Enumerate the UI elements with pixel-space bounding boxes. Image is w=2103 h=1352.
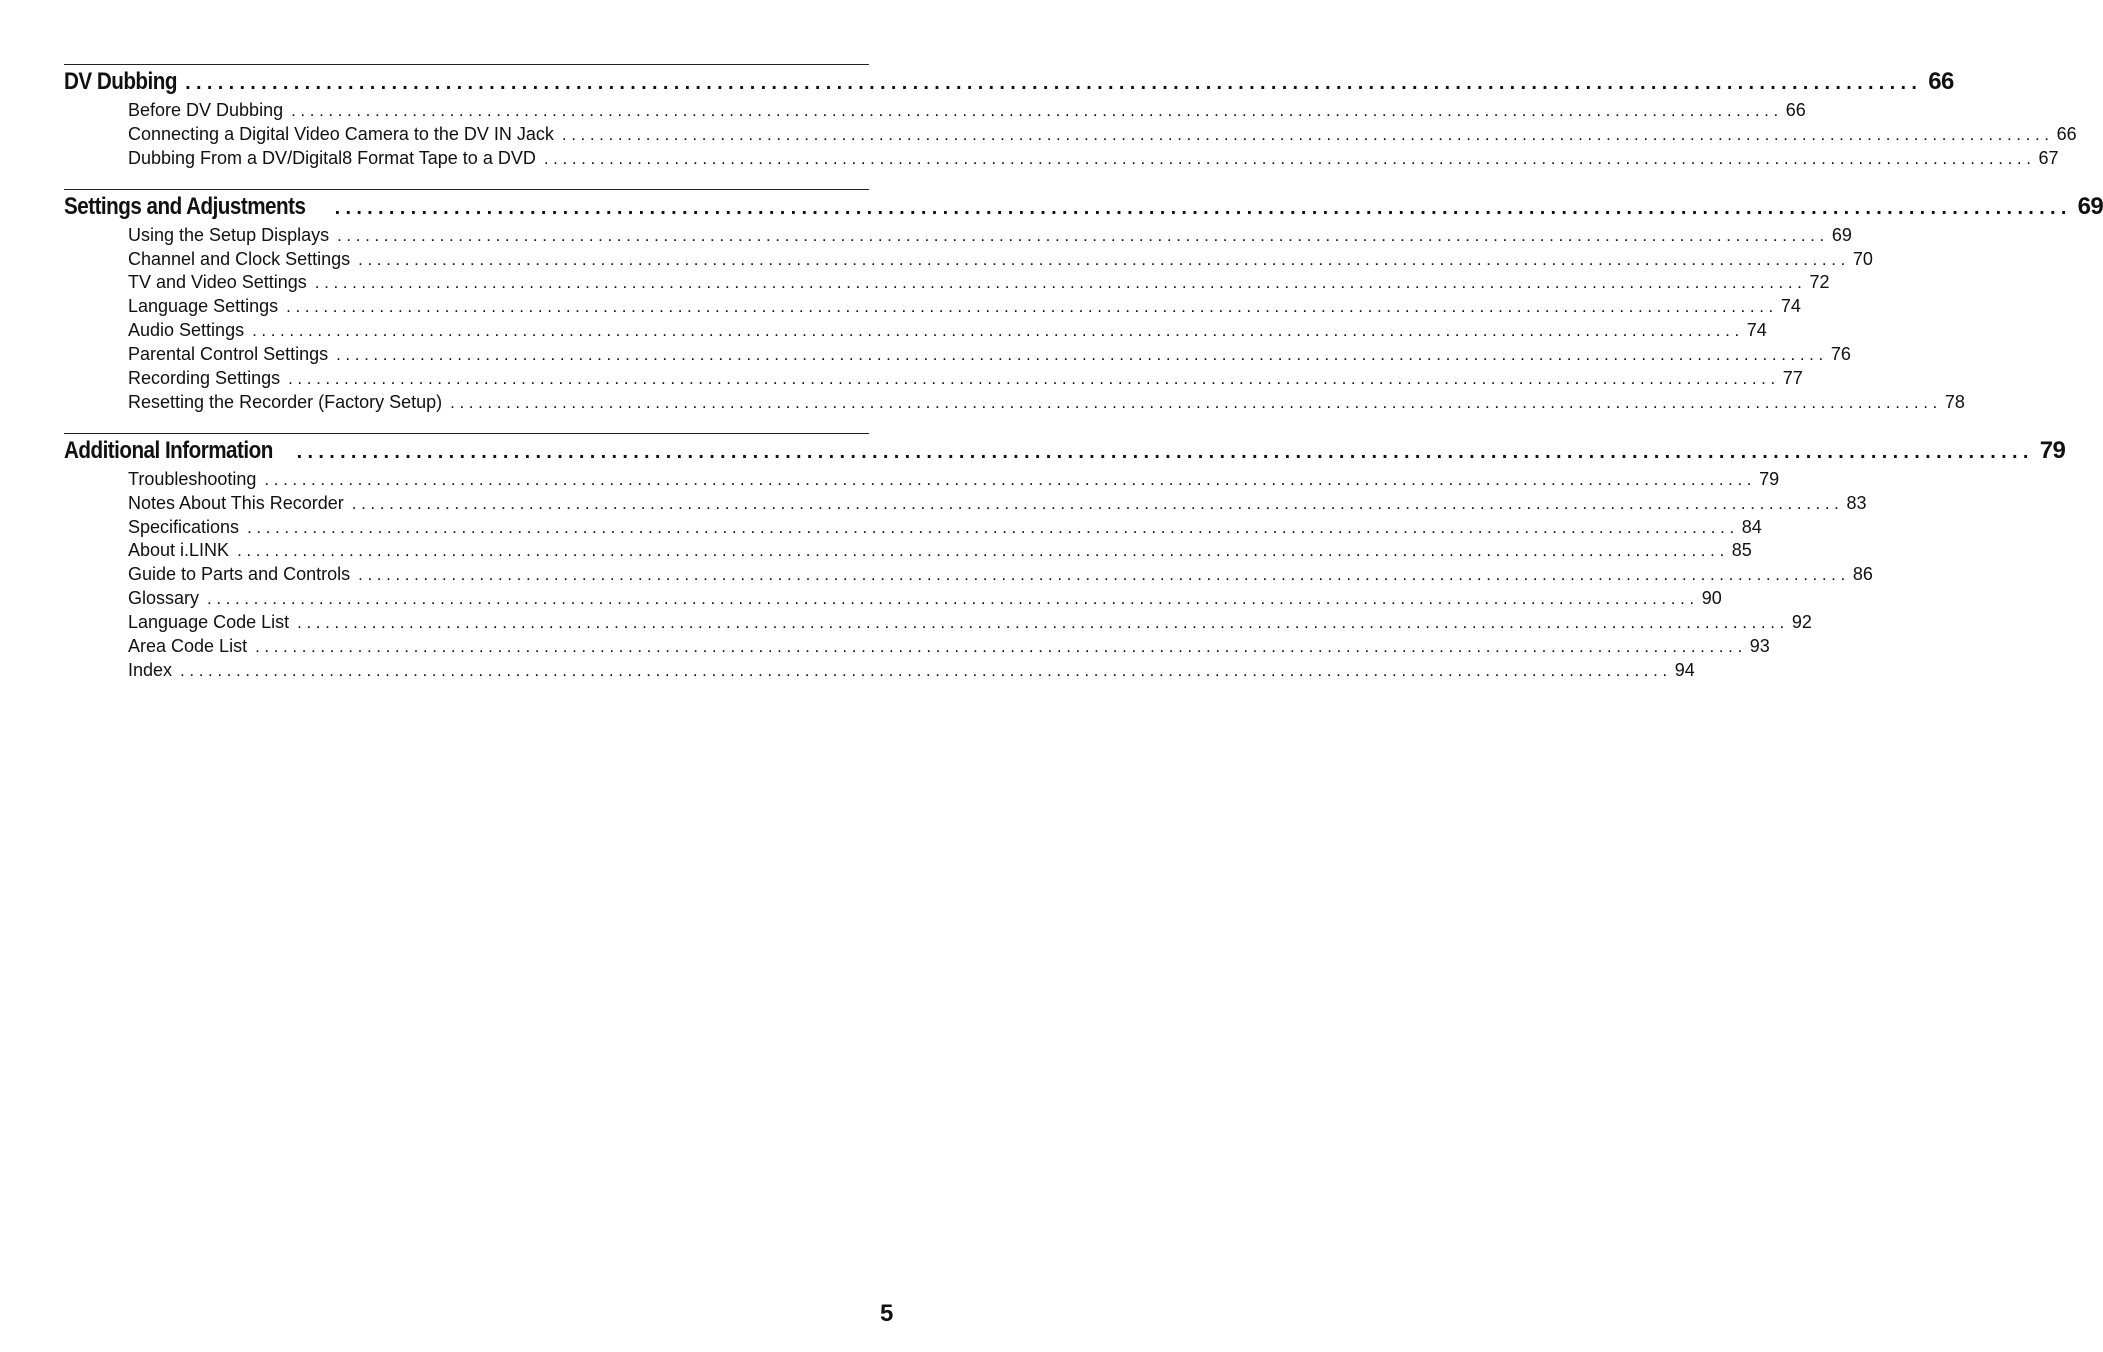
dot-leader: ................................................................................................................................................................ xyxy=(334,196,2072,219)
dot-leader: ................................................................................................................................................................ xyxy=(237,541,1729,561)
entry-page-number: 78 xyxy=(1944,391,1965,412)
dot-leader: ................................................................................................................................................................ xyxy=(351,493,1844,513)
entry-page-number: 79 xyxy=(1759,468,1780,489)
entry-title: Language Settings xyxy=(128,296,279,317)
dot-leader: ................................................................................................................................................................ xyxy=(450,392,1942,412)
entry-title: Guide to Parts and Controls xyxy=(128,564,351,585)
entry-title: Using the Setup Displays xyxy=(128,224,330,245)
entry-title: Channel and Clock Settings xyxy=(128,248,351,269)
entry-page-number: 69 xyxy=(1831,224,1852,245)
toc-entry[interactable] xyxy=(128,123,2077,147)
entry-title: Area Code List xyxy=(128,636,248,657)
toc-section-additional-information xyxy=(64,433,2066,683)
entry-title: Connecting a Digital Video Camera to the DV IN Jack xyxy=(128,123,554,144)
dot-leader: ................................................................................................................................................................ xyxy=(337,225,1829,245)
toc-entry[interactable] xyxy=(128,611,1812,635)
dot-leader: ................................................................................................................................................................ xyxy=(336,345,1828,365)
entry-title: Index xyxy=(128,659,173,680)
entry-title: About i.LINK xyxy=(128,540,230,561)
entry-page-number: 67 xyxy=(2038,147,2059,168)
dot-leader: ................................................................................................................................................................ xyxy=(288,369,1780,389)
dot-leader: ................................................................................................................................................................ xyxy=(561,124,2054,144)
toc-section-dv-dubbing xyxy=(64,64,2077,171)
entry-title: Language Code List xyxy=(128,612,290,633)
dot-leader: ................................................................................................................................................................ xyxy=(185,72,1923,94)
section-title: Settings and Adjustments xyxy=(64,192,306,220)
toc-entry[interactable] xyxy=(128,659,1695,683)
entry-page-number: 93 xyxy=(1749,636,1770,657)
entry-title: Recording Settings xyxy=(128,368,281,389)
toc-entry[interactable] xyxy=(128,319,1767,343)
entry-title: Troubleshooting xyxy=(128,468,257,489)
section-page-number: 66 xyxy=(1928,68,1954,95)
dot-leader: ................................................................................................................................................................ xyxy=(291,101,1783,120)
dot-leader: ................................................................................................................................................................ xyxy=(296,440,2034,463)
entry-page-number: 92 xyxy=(1791,612,1812,633)
toc-section-settings-and-adjustments xyxy=(64,189,2103,415)
entry-title: Specifications xyxy=(128,516,240,537)
section-title: Additional Information xyxy=(64,436,273,464)
dot-leader: ................................................................................................................................................................ xyxy=(207,589,1699,609)
toc-entry[interactable] xyxy=(128,147,2059,171)
dot-leader: ................................................................................................................................................................ xyxy=(297,613,1789,633)
section-title: DV Dubbing xyxy=(64,68,177,95)
toc-entry[interactable] xyxy=(128,271,1830,295)
dot-leader: ................................................................................................................................................................ xyxy=(358,565,1850,585)
toc-entry[interactable] xyxy=(128,99,1806,123)
toc-entry[interactable] xyxy=(128,367,1803,391)
toc-entry[interactable] xyxy=(128,492,1867,516)
entry-page-number: 74 xyxy=(1746,320,1767,341)
toc-entry[interactable] xyxy=(128,343,1851,367)
dot-leader: ................................................................................................................................................................ xyxy=(264,469,1757,489)
toc-entry[interactable] xyxy=(128,635,1770,659)
section-page-number: 69 xyxy=(2077,192,2103,220)
entry-page-number: 83 xyxy=(1846,492,1867,513)
entry-page-number: 86 xyxy=(1852,564,1873,585)
entry-page-number: 85 xyxy=(1731,540,1752,561)
entry-page-number: 84 xyxy=(1741,516,1762,537)
entry-page-number: 72 xyxy=(1809,272,1830,293)
entry-page-number: 66 xyxy=(2056,123,2077,144)
dot-leader: ................................................................................................................................................................ xyxy=(247,517,1739,537)
toc-entry[interactable] xyxy=(128,391,1965,415)
page-number: 5 xyxy=(880,1300,894,1327)
section-heading[interactable] xyxy=(64,190,2103,224)
entry-page-number: 94 xyxy=(1674,659,1695,680)
entry-title: TV and Video Settings xyxy=(128,272,307,293)
entry-title: Resetting the Recorder (Factory Setup) xyxy=(128,391,443,412)
toc-entry[interactable] xyxy=(128,248,1873,272)
entry-title: Dubbing From a DV/Digital8 Format Tape to a DVD xyxy=(128,147,536,168)
toc-entry[interactable] xyxy=(128,587,1722,611)
entry-title: Before DV Dubbing xyxy=(128,100,284,120)
toc-entry[interactable] xyxy=(128,516,1762,540)
entry-title: Notes About This Recorder xyxy=(128,492,344,513)
section-heading[interactable] xyxy=(64,434,2066,468)
section-entries xyxy=(64,224,1965,415)
entry-page-number: 76 xyxy=(1830,344,1851,365)
entry-page-number: 70 xyxy=(1852,248,1873,269)
entry-page-number: 74 xyxy=(1780,296,1801,317)
toc-entry[interactable] xyxy=(128,468,1780,492)
dot-leader: ................................................................................................................................................................ xyxy=(543,148,2036,168)
dot-leader: ................................................................................................................................................................ xyxy=(255,637,1747,657)
section-heading[interactable] xyxy=(64,65,1954,99)
toc-entry[interactable] xyxy=(128,563,1873,587)
section-entries xyxy=(64,99,2077,171)
entry-title: Glossary xyxy=(128,588,200,609)
dot-leader: ................................................................................................................................................................ xyxy=(358,249,1850,269)
toc-entry[interactable] xyxy=(128,224,1852,248)
dot-leader: ................................................................................................................................................................ xyxy=(314,273,1807,293)
toc-entry[interactable] xyxy=(128,539,1752,563)
entry-title: Audio Settings xyxy=(128,320,245,341)
toc-entry[interactable] xyxy=(128,295,1801,319)
dot-leader: ................................................................................................................................................................ xyxy=(180,660,1672,680)
section-page-number: 79 xyxy=(2039,436,2066,464)
dot-leader: ................................................................................................................................................................ xyxy=(286,297,1778,317)
entry-page-number: 77 xyxy=(1782,368,1803,389)
section-entries xyxy=(64,468,1873,683)
table-of-contents xyxy=(64,64,2103,701)
entry-title: Parental Control Settings xyxy=(128,344,329,365)
dot-leader: ................................................................................................................................................................ xyxy=(252,321,1744,341)
entry-page-number: 90 xyxy=(1701,588,1722,609)
entry-page-number: 66 xyxy=(1785,100,1806,120)
